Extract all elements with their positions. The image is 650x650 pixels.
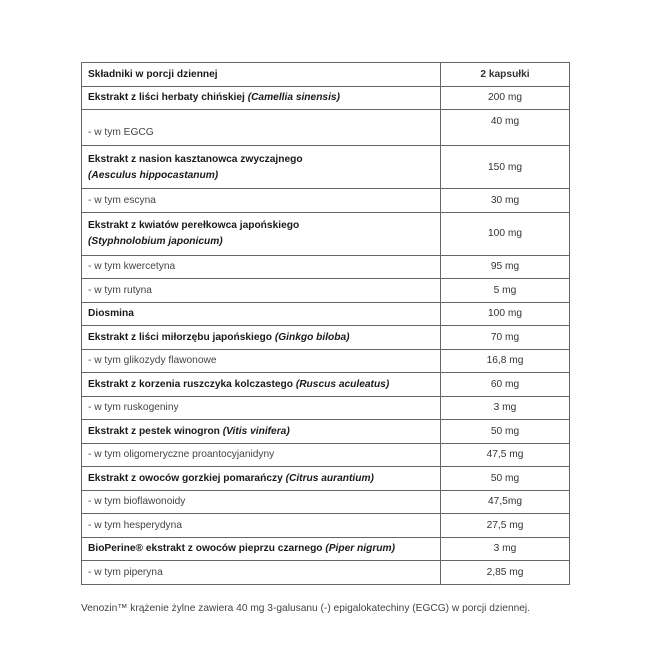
- ingredient-amount: 50 mg: [441, 467, 570, 491]
- table-row: [82, 561, 570, 585]
- ingredient-amount: 27,5 mg: [441, 514, 570, 538]
- ingredient-amount: 70 mg: [441, 326, 570, 350]
- ingredient-amount: 47,5 mg: [441, 443, 570, 467]
- ingredient-amount: 95 mg: [441, 255, 570, 279]
- ingredient-name: - w tym EGCG: [82, 110, 441, 146]
- ingredient-name: Ekstrakt z liści miłorzębu japońskiego (Ginkgo biloba): [82, 326, 441, 350]
- ingredient-name: Ekstrakt z owoców gorzkiej pomarańczy (Citrus aurantium): [82, 467, 441, 491]
- table-row: [82, 255, 570, 279]
- table-row: [82, 490, 570, 514]
- footnote: Venozin™ krążenie żylne zawiera 40 mg 3-galusanu (-) epigalokatechiny (EGCG) w porcji dziennej.: [81, 603, 531, 614]
- ingredient-amount: 2,85 mg: [441, 561, 570, 585]
- table-row: [82, 537, 570, 561]
- table-row: [82, 349, 570, 373]
- latin-name: (Styphnolobium japonicum): [88, 236, 223, 247]
- table-row: [82, 189, 570, 213]
- table-row: [82, 302, 570, 326]
- ingredient-name: Ekstrakt z korzenia ruszczyka kolczastego (Ruscus aculeatus): [82, 373, 441, 397]
- ingredient-name: Diosmina: [82, 302, 441, 326]
- table-row: [82, 467, 570, 491]
- ingredient-amount: 30 mg: [441, 189, 570, 213]
- latin-name: (Ruscus aculeatus): [295, 378, 390, 390]
- table-header-row: [82, 63, 570, 87]
- ingredient-name: - w tym oligomeryczne proantocyjanidyny: [82, 443, 441, 467]
- ingredient-amount: 50 mg: [441, 420, 570, 444]
- ingredient-name: Ekstrakt z pestek winogron (Vitis vinifera): [82, 420, 441, 444]
- ingredient-amount: 200 mg: [441, 86, 570, 110]
- ingredient-name: - w tym glikozydy flawonowe: [82, 349, 441, 373]
- latin-name: (Camellia sinensis): [247, 92, 340, 104]
- latin-name: (Vitis vinifera): [222, 425, 290, 437]
- latin-name: (Ginkgo biloba): [274, 331, 350, 343]
- table-row: [82, 326, 570, 350]
- ingredient-name: - w tym ruskogeniny: [82, 396, 441, 420]
- ingredient-name: - w tym bioflawonoidy: [82, 490, 441, 514]
- header-ingredients: Składniki w porcji dziennej: [82, 63, 441, 87]
- table-row: [82, 373, 570, 397]
- ingredient-amount: 16,8 mg: [441, 349, 570, 373]
- ingredient-amount: 5 mg: [441, 279, 570, 303]
- table-row: [82, 443, 570, 467]
- ingredient-name: Ekstrakt z kwiatów perełkowca japońskiego (Styphnolobium japonicum): [82, 212, 441, 255]
- ingredient-name: - w tym rutyna: [82, 279, 441, 303]
- ingredient-amount: 40 mg: [441, 110, 570, 146]
- latin-name: (Piper nigrum): [325, 543, 395, 555]
- ingredient-amount: 47,5mg: [441, 490, 570, 514]
- table-row: [82, 279, 570, 303]
- table-row: [82, 514, 570, 538]
- ingredient-amount: 100 mg: [441, 212, 570, 255]
- latin-name: (Citrus aurantium): [285, 472, 374, 484]
- ingredient-amount: 3 mg: [441, 537, 570, 561]
- table-row: [82, 420, 570, 444]
- latin-name: (Aesculus hippocastanum): [88, 169, 219, 181]
- ingredients-table: [81, 62, 570, 585]
- table-row: [82, 146, 570, 189]
- ingredient-name: Ekstrakt z liści herbaty chińskiej (Camellia sinensis): [82, 86, 441, 110]
- header-dose: 2 kapsułki: [441, 63, 570, 87]
- table-row: [82, 110, 570, 146]
- ingredient-amount: 60 mg: [441, 373, 570, 397]
- ingredient-name: - w tym escyna: [82, 189, 441, 213]
- ingredient-amount: 100 mg: [441, 302, 570, 326]
- ingredient-name: BioPerine® ekstrakt z owoców pieprzu czarnego (Piper nigrum): [82, 537, 441, 561]
- ingredient-name: - w tym kwercetyna: [82, 255, 441, 279]
- ingredient-name: Ekstrakt z nasion kasztanowca zwyczajnego (Aesculus hippocastanum): [82, 146, 441, 189]
- ingredient-amount: 150 mg: [441, 146, 570, 189]
- table-row: [82, 212, 570, 255]
- table-row: [82, 86, 570, 110]
- ingredient-name: - w tym hesperydyna: [82, 514, 441, 538]
- ingredient-name: - w tym piperyna: [82, 561, 441, 585]
- ingredient-amount: 3 mg: [441, 396, 570, 420]
- table-row: [82, 396, 570, 420]
